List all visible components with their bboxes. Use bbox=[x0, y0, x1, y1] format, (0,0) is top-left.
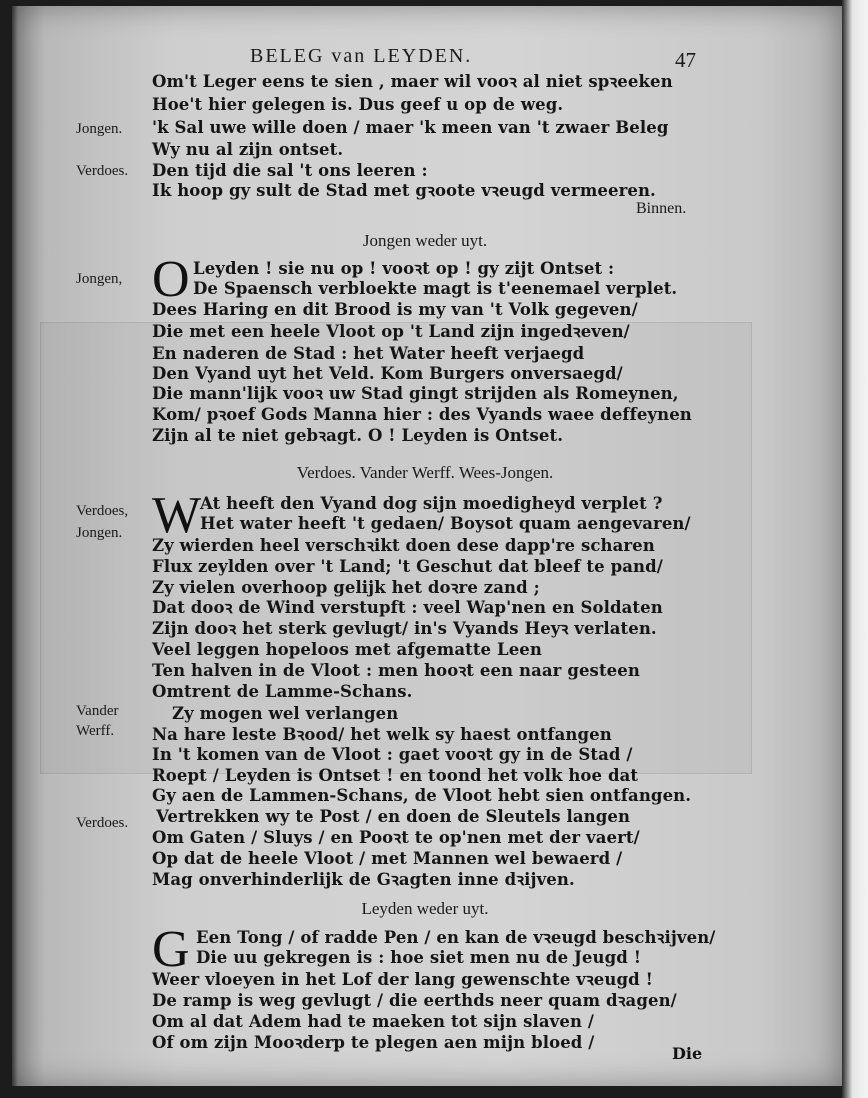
verse-line: Die uu gekregen is : hoe siet men nu de Jeugd ! bbox=[196, 948, 642, 967]
verse-line: Om al dat Adem had te maeken tot sijn slaven / bbox=[152, 1012, 595, 1031]
page-number: 47 bbox=[675, 48, 696, 72]
verse-line: Omtrent de Lamme-Schans. bbox=[152, 682, 413, 701]
verse-line: Vertrekken wy te Post / en doen de Sleutels langen bbox=[156, 807, 631, 826]
verse-line: De ramp is weg gevlugt / die eerthds neer quam dꝛagen/ bbox=[152, 991, 677, 1010]
page-gutter-shadow bbox=[12, 6, 18, 1086]
verse-line: In 't komen van de Vloot : gaet vooꝛt gy in de Stad / bbox=[152, 745, 633, 764]
drop-cap: W bbox=[152, 487, 202, 544]
speaker-label: Jongen. bbox=[76, 525, 123, 541]
verse-line: Dees Haring en dit Brood is my van 't Volk gegeven/ bbox=[152, 300, 638, 319]
verse-line: At heeft den Vyand dog sijn moedigheyd verplet ? bbox=[200, 494, 663, 513]
speaker-label: Vander bbox=[76, 703, 119, 719]
verse-line: Om Gaten / Sluys / en Pooꝛt te op'nen met der vaert/ bbox=[152, 828, 640, 847]
verse-line: Flux zeylden over 't Land; 't Geschut dat bleef te pand/ bbox=[152, 557, 663, 576]
speaker-label: Jongen. bbox=[76, 121, 123, 137]
drop-cap: G bbox=[152, 921, 190, 978]
verse-line: En naderen de Stad : het Water heeft verjaegd bbox=[152, 344, 585, 363]
verse-line: Op dat de heele Vloot / met Mannen wel bewaerd / bbox=[152, 849, 623, 868]
verse-line: Weer vloeyen in het Lof der lang gewenschte vꝛeugd ! bbox=[152, 970, 653, 989]
stage-direction: Binnen. bbox=[636, 200, 687, 217]
verse-line: Mag onverhinderlijk de Gꝛagten inne dꝛijven. bbox=[152, 870, 575, 889]
verse-line: Wy nu al zijn ontset. bbox=[152, 140, 344, 159]
verse-line: Hoe't hier gelegen is. Dus geef u op de weg. bbox=[152, 95, 564, 114]
verse-line: Zy vielen overhoop gelijk het doꝛre zand ; bbox=[152, 578, 540, 597]
verse-line: Of om zijn Mooꝛderp te plegen aen mijn bloed / bbox=[152, 1033, 595, 1052]
verse-line: Die met een heele Vloot op 't Land zijn ingedꝛeven/ bbox=[152, 322, 630, 341]
catchword: Die bbox=[672, 1044, 703, 1063]
verse-line: Zy wierden heel verschꝛikt doen dese dapp're scharen bbox=[152, 536, 655, 555]
scene-heading: Jongen weder uyt. bbox=[362, 231, 488, 250]
verse-line: Zijn al te niet gebꝛagt. O ! Leyden is Ontset. bbox=[152, 426, 564, 445]
verse-line: Veel leggen hopeloos met afgematte Leen bbox=[152, 640, 542, 659]
scene-heading: Verdoes. Vander Werff. Wees-Jongen. bbox=[296, 463, 554, 482]
speaker-label: Verdoes. bbox=[76, 163, 129, 179]
verse-line: Na hare leste Bꝛood/ het welk sy haest ontfangen bbox=[152, 725, 612, 744]
verse-line: Een Tong / of radde Pen / en kan de vꝛeugd beschꝛijven/ bbox=[196, 928, 716, 947]
drop-cap: O bbox=[152, 251, 190, 308]
verse-line: Roept / Leyden is Ontset ! en toond het volk hoe dat bbox=[152, 766, 639, 785]
speaker-label: Verdoes. bbox=[76, 815, 129, 831]
speaker-label: Werff. bbox=[76, 723, 115, 739]
verse-line: Kom/ pꝛoef Gods Manna hier : des Vyands waee deffeynen bbox=[152, 405, 692, 424]
verse-line: Die mann'lijk vooꝛ uw Stad gingt strijden als Romeynen, bbox=[152, 384, 679, 403]
verse-line: Gy aen de Lammen-Schans, de Vloot hebt sien ontfangen. bbox=[152, 786, 692, 805]
verse-line: Ten halven in de Vloot : men hooꝛt een naar gesteen bbox=[152, 661, 640, 680]
verse-line: Den tijd die sal 't ons leeren : bbox=[152, 161, 428, 180]
verse-line: Het water heeft 't gedaen/ Boysot quam aengevaren/ bbox=[200, 514, 691, 533]
speaker-label: Jongen, bbox=[76, 271, 123, 287]
verse-line: Dat dooꝛ de Wind verstupft : veel Wap'nen en Soldaten bbox=[152, 598, 663, 617]
verse-line: Den Vyand uyt het Veld. Kom Burgers onversaegd/ bbox=[152, 364, 623, 383]
verse-line: 'k Sal uwe wille doen / maer 'k meen van 't zwaer Beleg bbox=[152, 118, 669, 137]
verse-line: Zijn dooꝛ het sterk gevlugt/ in's Vyands Heyꝛ verlaten. bbox=[152, 619, 657, 638]
speaker-label: Verdoes, bbox=[76, 503, 129, 519]
verse-line: Om't Leger eens te sien , maer wil vooꝛ al niet spꝛeeken bbox=[152, 72, 673, 91]
verse-line: Leyden ! sie nu op ! vooꝛt op ! gy zijt Ontset : bbox=[193, 259, 615, 278]
verse-line: Zy mogen wel verlangen bbox=[172, 704, 399, 723]
verse-line: De Spaensch verbloekte magt is t'eenemael verplet. bbox=[193, 279, 678, 298]
right-page-edge bbox=[842, 0, 868, 1098]
scene-heading: Leyden weder uyt. bbox=[361, 899, 489, 918]
running-head: BELEG van LEYDEN. bbox=[250, 45, 473, 67]
verse-line: Ik hoop gy sult de Stad met gꝛoote vꝛeugd vermeeren. bbox=[152, 181, 656, 200]
